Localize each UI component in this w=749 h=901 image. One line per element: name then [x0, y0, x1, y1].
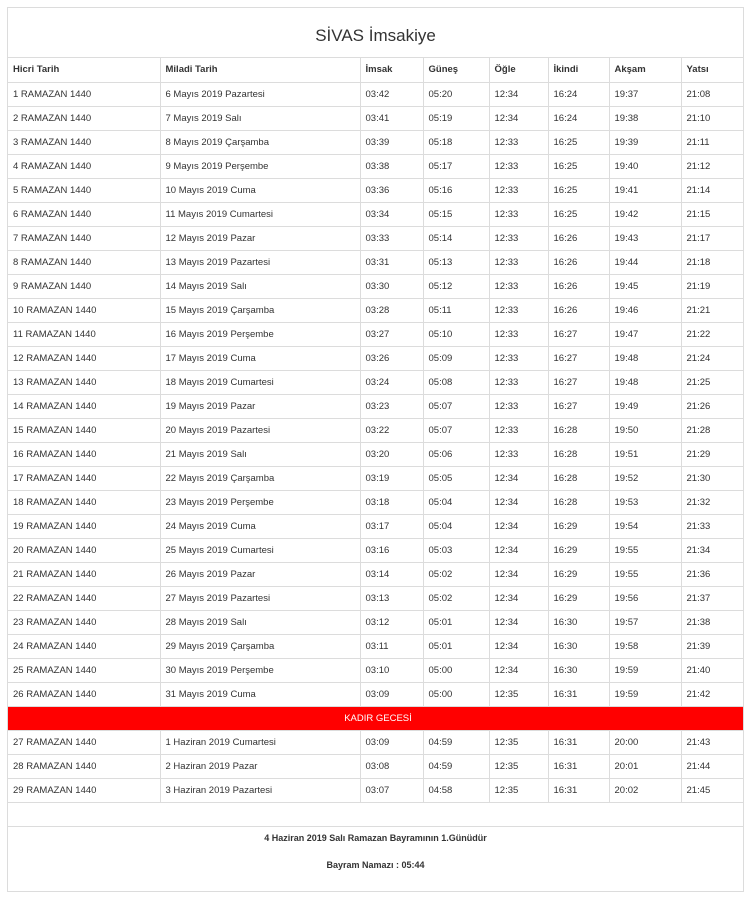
table-cell: 12:33 — [489, 202, 548, 226]
table-cell: 19:48 — [609, 346, 681, 370]
table-cell: 04:58 — [423, 778, 489, 802]
table-cell: 05:09 — [423, 346, 489, 370]
table-cell: 13 Mayıs 2019 Pazartesi — [160, 250, 360, 274]
table-cell: 15 Mayıs 2019 Çarşamba — [160, 298, 360, 322]
table-cell: 3 RAMAZAN 1440 — [8, 130, 160, 154]
table-cell: 16:28 — [548, 490, 609, 514]
table-cell: 05:01 — [423, 634, 489, 658]
table-cell: 21:32 — [681, 490, 743, 514]
table-cell: 12:33 — [489, 418, 548, 442]
table-body — [8, 82, 743, 706]
table-cell: 19:52 — [609, 466, 681, 490]
table-cell: 16:31 — [548, 730, 609, 754]
table-cell: 03:07 — [360, 778, 423, 802]
table-cell: 19:58 — [609, 634, 681, 658]
table-cell: 11 Mayıs 2019 Cumartesi — [160, 202, 360, 226]
kadir-gecesi-label: KADIR GECESİ — [8, 706, 743, 730]
column-header: Hicri Tarih — [8, 58, 160, 82]
table-cell: 03:24 — [360, 370, 423, 394]
table-row — [8, 538, 743, 562]
table-cell: 18 Mayıs 2019 Cumartesi — [160, 370, 360, 394]
table-cell: 21:39 — [681, 634, 743, 658]
table-row — [8, 370, 743, 394]
table-cell: 12:34 — [489, 658, 548, 682]
table-cell: 18 RAMAZAN 1440 — [8, 490, 160, 514]
table-cell: 12:33 — [489, 346, 548, 370]
table-cell: 19:59 — [609, 658, 681, 682]
table-cell: 21:19 — [681, 274, 743, 298]
table-cell: 19:42 — [609, 202, 681, 226]
column-header: İkindi — [548, 58, 609, 82]
table-cell: 16:26 — [548, 274, 609, 298]
table-cell: 21:10 — [681, 106, 743, 130]
table-cell: 16:25 — [548, 202, 609, 226]
table-cell: 20:02 — [609, 778, 681, 802]
table-cell: 03:23 — [360, 394, 423, 418]
table-cell: 12:33 — [489, 442, 548, 466]
table-cell: 8 Mayıs 2019 Çarşamba — [160, 130, 360, 154]
table-cell: 12:34 — [489, 634, 548, 658]
table-cell: 16:29 — [548, 562, 609, 586]
table-cell: 03:18 — [360, 490, 423, 514]
table-cell: 27 RAMAZAN 1440 — [8, 730, 160, 754]
table-row — [8, 154, 743, 178]
table-cell: 05:14 — [423, 226, 489, 250]
table-cell: 19:44 — [609, 250, 681, 274]
table-cell: 16:29 — [548, 586, 609, 610]
footer — [8, 833, 743, 870]
table-cell: 12:34 — [489, 562, 548, 586]
table-cell: 21:43 — [681, 730, 743, 754]
table-cell: 03:38 — [360, 154, 423, 178]
table-cell: 19:38 — [609, 106, 681, 130]
table-cell: 05:10 — [423, 322, 489, 346]
table-cell: 16:27 — [548, 346, 609, 370]
table-cell: 03:12 — [360, 610, 423, 634]
table-row — [8, 514, 743, 538]
table-cell: 21:26 — [681, 394, 743, 418]
table-cell: 25 Mayıs 2019 Cumartesi — [160, 538, 360, 562]
table-cell: 20:01 — [609, 754, 681, 778]
table-cell: 12:34 — [489, 490, 548, 514]
table-cell: 12:33 — [489, 274, 548, 298]
table-row — [8, 754, 743, 778]
table-cell: 21:40 — [681, 658, 743, 682]
spacer-cell — [8, 802, 743, 826]
table-cell: 20 Mayıs 2019 Pazartesi — [160, 418, 360, 442]
table-cell: 24 Mayıs 2019 Cuma — [160, 514, 360, 538]
table-row — [8, 634, 743, 658]
table-cell: 19:48 — [609, 370, 681, 394]
table-cell: 29 Mayıs 2019 Çarşamba — [160, 634, 360, 658]
table-cell: 11 RAMAZAN 1440 — [8, 322, 160, 346]
table-cell: 21:45 — [681, 778, 743, 802]
table-cell: 28 RAMAZAN 1440 — [8, 754, 160, 778]
table-cell: 19:53 — [609, 490, 681, 514]
table-cell: 16:31 — [548, 778, 609, 802]
table-cell: 16:27 — [548, 322, 609, 346]
table-cell: 16:30 — [548, 610, 609, 634]
table-cell: 05:04 — [423, 514, 489, 538]
table-cell: 30 Mayıs 2019 Perşembe — [160, 658, 360, 682]
table-row — [8, 778, 743, 802]
table-row — [8, 442, 743, 466]
table-cell: 19:47 — [609, 322, 681, 346]
table-cell: 16:25 — [548, 154, 609, 178]
table-cell: 03:42 — [360, 82, 423, 106]
table-cell: 16:27 — [548, 394, 609, 418]
table-cell: 03:16 — [360, 538, 423, 562]
table-cell: 17 RAMAZAN 1440 — [8, 466, 160, 490]
table-cell: 21:33 — [681, 514, 743, 538]
table-cell: 05:20 — [423, 82, 489, 106]
table-row — [8, 490, 743, 514]
table-cell: 19 RAMAZAN 1440 — [8, 514, 160, 538]
table-cell: 19:56 — [609, 586, 681, 610]
table-cell: 9 Mayıs 2019 Perşembe — [160, 154, 360, 178]
table-cell: 05:00 — [423, 682, 489, 706]
table-cell: 16:29 — [548, 514, 609, 538]
table-cell: 16:24 — [548, 82, 609, 106]
bayram-namazi-text: Bayram Namazı : 05:44 — [326, 859, 425, 870]
table-cell: 12:33 — [489, 130, 548, 154]
table-cell: 19:51 — [609, 442, 681, 466]
table-cell: 22 Mayıs 2019 Çarşamba — [160, 466, 360, 490]
table-cell: 21:15 — [681, 202, 743, 226]
table-cell: 05:03 — [423, 538, 489, 562]
table-cell: 21:29 — [681, 442, 743, 466]
table-cell: 03:28 — [360, 298, 423, 322]
table-cell: 05:19 — [423, 106, 489, 130]
table-cell: 12:33 — [489, 298, 548, 322]
table-row — [8, 586, 743, 610]
table-cell: 16:28 — [548, 442, 609, 466]
table-cell: 03:09 — [360, 682, 423, 706]
table-cell: 05:01 — [423, 610, 489, 634]
table-cell: 21:44 — [681, 754, 743, 778]
table-cell: 19:41 — [609, 178, 681, 202]
table-cell: 19:45 — [609, 274, 681, 298]
table-cell: 25 RAMAZAN 1440 — [8, 658, 160, 682]
table-cell: 29 RAMAZAN 1440 — [8, 778, 160, 802]
table-cell: 19:39 — [609, 130, 681, 154]
column-header: Öğle — [489, 58, 548, 82]
table-cell: 12:33 — [489, 250, 548, 274]
table-cell: 16:25 — [548, 130, 609, 154]
table-cell: 22 RAMAZAN 1440 — [8, 586, 160, 610]
table-body-after — [8, 730, 743, 802]
table-cell: 05:07 — [423, 394, 489, 418]
table-cell: 19:37 — [609, 82, 681, 106]
table-cell: 04:59 — [423, 754, 489, 778]
table-cell: 21:12 — [681, 154, 743, 178]
table-cell: 13 RAMAZAN 1440 — [8, 370, 160, 394]
table-cell: 12:35 — [489, 754, 548, 778]
table-cell: 31 Mayıs 2019 Cuma — [160, 682, 360, 706]
table-cell: 16:31 — [548, 682, 609, 706]
table-cell: 04:59 — [423, 730, 489, 754]
table-cell: 12 RAMAZAN 1440 — [8, 346, 160, 370]
column-header: İmsak — [360, 58, 423, 82]
table-cell: 21:37 — [681, 586, 743, 610]
table-cell: 12:34 — [489, 610, 548, 634]
table-cell: 12:33 — [489, 394, 548, 418]
table-cell: 10 Mayıs 2019 Cuma — [160, 178, 360, 202]
table-cell: 26 RAMAZAN 1440 — [8, 682, 160, 706]
table-cell: 03:30 — [360, 274, 423, 298]
spacer-row — [8, 802, 743, 826]
table-cell: 19:59 — [609, 682, 681, 706]
table-cell: 24 RAMAZAN 1440 — [8, 634, 160, 658]
table-cell: 12:33 — [489, 370, 548, 394]
table-cell: 3 Haziran 2019 Pazartesi — [160, 778, 360, 802]
table-cell: 7 Mayıs 2019 Salı — [160, 106, 360, 130]
table-header-row — [8, 58, 743, 82]
table-cell: 21:28 — [681, 418, 743, 442]
table-cell: 21:22 — [681, 322, 743, 346]
table-cell: 19:46 — [609, 298, 681, 322]
table-cell: 16:28 — [548, 466, 609, 490]
page-title: SİVAS İmsakiye — [8, 8, 743, 58]
table-row — [8, 274, 743, 298]
table-row — [8, 610, 743, 634]
table-cell: 16 Mayıs 2019 Perşembe — [160, 322, 360, 346]
table-cell: 16:30 — [548, 658, 609, 682]
table-cell: 19:40 — [609, 154, 681, 178]
table-cell: 05:12 — [423, 274, 489, 298]
table-cell: 14 Mayıs 2019 Salı — [160, 274, 360, 298]
table-cell: 03:34 — [360, 202, 423, 226]
table-cell: 21:18 — [681, 250, 743, 274]
table-cell: 03:41 — [360, 106, 423, 130]
kadir-gecesi-row — [8, 706, 743, 730]
table-cell: 03:26 — [360, 346, 423, 370]
table-row — [8, 418, 743, 442]
table-cell: 12:35 — [489, 730, 548, 754]
table-cell: 03:33 — [360, 226, 423, 250]
table-cell: 03:27 — [360, 322, 423, 346]
table-cell: 03:39 — [360, 130, 423, 154]
table-cell: 4 RAMAZAN 1440 — [8, 154, 160, 178]
table-cell: 1 Haziran 2019 Cumartesi — [160, 730, 360, 754]
table-cell: 05:18 — [423, 130, 489, 154]
table-cell: 27 Mayıs 2019 Pazartesi — [160, 586, 360, 610]
table-cell: 12:34 — [489, 586, 548, 610]
table-cell: 16:29 — [548, 538, 609, 562]
table-cell: 21:38 — [681, 610, 743, 634]
table-cell: 21:36 — [681, 562, 743, 586]
table-cell: 21:42 — [681, 682, 743, 706]
table-cell: 12:34 — [489, 106, 548, 130]
table-cell: 9 RAMAZAN 1440 — [8, 274, 160, 298]
table-row — [8, 346, 743, 370]
table-row — [8, 394, 743, 418]
table-cell: 19:55 — [609, 538, 681, 562]
table-cell: 03:20 — [360, 442, 423, 466]
table-cell: 21 RAMAZAN 1440 — [8, 562, 160, 586]
table-cell: 03:11 — [360, 634, 423, 658]
column-header: Akşam — [609, 58, 681, 82]
table-cell: 16:24 — [548, 106, 609, 130]
table-cell: 21:24 — [681, 346, 743, 370]
table-cell: 12:34 — [489, 466, 548, 490]
table-row — [8, 466, 743, 490]
table-row — [8, 130, 743, 154]
table-cell: 12:34 — [489, 538, 548, 562]
table-row — [8, 250, 743, 274]
table-cell: 19:49 — [609, 394, 681, 418]
table-cell: 21:11 — [681, 130, 743, 154]
table-cell: 03:09 — [360, 730, 423, 754]
table-cell: 23 Mayıs 2019 Perşembe — [160, 490, 360, 514]
table-cell: 16:26 — [548, 298, 609, 322]
table-cell: 05:02 — [423, 562, 489, 586]
table-cell: 20:00 — [609, 730, 681, 754]
table-cell: 03:08 — [360, 754, 423, 778]
table-cell: 16:31 — [548, 754, 609, 778]
table-cell: 12:34 — [489, 82, 548, 106]
table-cell: 05:13 — [423, 250, 489, 274]
table-cell: 12:33 — [489, 322, 548, 346]
imsakiye-table — [8, 58, 743, 827]
table-cell: 05:02 — [423, 586, 489, 610]
table-cell: 19:54 — [609, 514, 681, 538]
table-cell: 05:00 — [423, 658, 489, 682]
table-row — [8, 658, 743, 682]
table-cell: 12:33 — [489, 178, 548, 202]
table-cell: 16 RAMAZAN 1440 — [8, 442, 160, 466]
table-cell: 1 RAMAZAN 1440 — [8, 82, 160, 106]
table-cell: 17 Mayıs 2019 Cuma — [160, 346, 360, 370]
table-row — [8, 730, 743, 754]
table-cell: 03:13 — [360, 586, 423, 610]
table-cell: 03:19 — [360, 466, 423, 490]
table-row — [8, 202, 743, 226]
table-cell: 19:50 — [609, 418, 681, 442]
table-cell: 26 Mayıs 2019 Pazar — [160, 562, 360, 586]
table-cell: 03:36 — [360, 178, 423, 202]
column-header: Güneş — [423, 58, 489, 82]
table-cell: 03:10 — [360, 658, 423, 682]
table-cell: 05:16 — [423, 178, 489, 202]
table-cell: 19 Mayıs 2019 Pazar — [160, 394, 360, 418]
table-cell: 19:55 — [609, 562, 681, 586]
table-cell: 12 Mayıs 2019 Pazar — [160, 226, 360, 250]
bayram-day-text: 4 Haziran 2019 Salı Ramazan Bayramının 1.Günüdür — [264, 832, 487, 843]
table-cell: 21:21 — [681, 298, 743, 322]
table-cell: 12:34 — [489, 514, 548, 538]
table-cell: 03:31 — [360, 250, 423, 274]
table-cell: 16:26 — [548, 250, 609, 274]
table-row — [8, 682, 743, 706]
table-cell: 05:15 — [423, 202, 489, 226]
table-cell: 8 RAMAZAN 1440 — [8, 250, 160, 274]
imsakiye-panel — [7, 7, 744, 892]
table-cell: 12:35 — [489, 682, 548, 706]
table-cell: 5 RAMAZAN 1440 — [8, 178, 160, 202]
table-cell: 03:14 — [360, 562, 423, 586]
table-cell: 21 Mayıs 2019 Salı — [160, 442, 360, 466]
table-cell: 7 RAMAZAN 1440 — [8, 226, 160, 250]
table-row — [8, 298, 743, 322]
table-cell: 05:06 — [423, 442, 489, 466]
table-cell: 21:14 — [681, 178, 743, 202]
table-cell: 05:05 — [423, 466, 489, 490]
table-cell: 21:17 — [681, 226, 743, 250]
table-row — [8, 106, 743, 130]
table-cell: 05:11 — [423, 298, 489, 322]
table-cell: 2 RAMAZAN 1440 — [8, 106, 160, 130]
table-cell: 05:17 — [423, 154, 489, 178]
table-cell: 21:25 — [681, 370, 743, 394]
table-cell: 6 RAMAZAN 1440 — [8, 202, 160, 226]
table-cell: 21:30 — [681, 466, 743, 490]
table-row — [8, 562, 743, 586]
table-cell: 23 RAMAZAN 1440 — [8, 610, 160, 634]
table-cell: 21:08 — [681, 82, 743, 106]
table-row — [8, 226, 743, 250]
table-cell: 12:33 — [489, 154, 548, 178]
column-header: Miladi Tarih — [160, 58, 360, 82]
table-cell: 2 Haziran 2019 Pazar — [160, 754, 360, 778]
table-cell: 21:34 — [681, 538, 743, 562]
table-cell: 16:27 — [548, 370, 609, 394]
table-cell: 05:07 — [423, 418, 489, 442]
table-cell: 15 RAMAZAN 1440 — [8, 418, 160, 442]
table-cell: 6 Mayıs 2019 Pazartesi — [160, 82, 360, 106]
table-cell: 28 Mayıs 2019 Salı — [160, 610, 360, 634]
table-cell: 16:30 — [548, 634, 609, 658]
table-cell: 05:04 — [423, 490, 489, 514]
table-cell: 19:57 — [609, 610, 681, 634]
table-cell: 12:35 — [489, 778, 548, 802]
table-cell: 03:22 — [360, 418, 423, 442]
table-cell: 14 RAMAZAN 1440 — [8, 394, 160, 418]
table-cell: 03:17 — [360, 514, 423, 538]
table-cell: 10 RAMAZAN 1440 — [8, 298, 160, 322]
table-cell: 16:28 — [548, 418, 609, 442]
column-header: Yatsı — [681, 58, 743, 82]
table-row — [8, 178, 743, 202]
table-cell: 16:26 — [548, 226, 609, 250]
table-row — [8, 82, 743, 106]
table-row — [8, 322, 743, 346]
table-cell: 19:43 — [609, 226, 681, 250]
table-cell: 05:08 — [423, 370, 489, 394]
table-cell: 16:25 — [548, 178, 609, 202]
table-cell: 12:33 — [489, 226, 548, 250]
table-cell: 20 RAMAZAN 1440 — [8, 538, 160, 562]
